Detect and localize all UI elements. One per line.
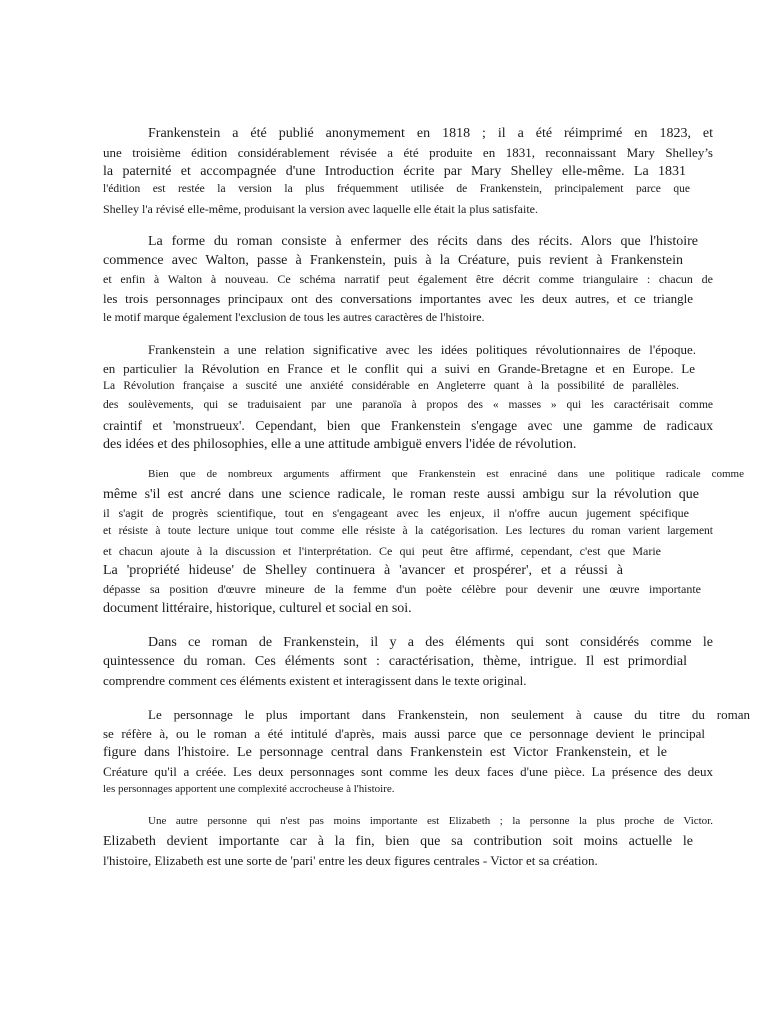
text-line: dépasse sa position d'œuvre mineure de la femme d'un poète célèbre pour devenir une œuvre importante [103, 582, 701, 596]
text-line: Elizabeth devient importante car à la fin, bien que sa contribution soit moins actuelle le [103, 834, 693, 849]
paragraph-7 [103, 816, 713, 873]
paragraph-4 [103, 468, 744, 621]
text-line: il s'agit de progrès scientifique, tout en s'engageant avec les enjeux, il n'offre aucun jugement spécifique [103, 506, 689, 520]
text-line: des idées et des philosophies, elle a une attitude ambiguë envers l'idée de révolution. [103, 437, 577, 452]
text-line: l'histoire, Elizabeth est une sorte de 'pari' entre les deux figures centrales - Victor et sa création. [103, 853, 598, 868]
text-line: des soulèvements, qui se traduisaient par une paranoïa à propos des « masses » qui les caractérisait comme [103, 399, 713, 411]
text-line: une troisième édition considérablement révisée a été produite en 1831, reconnaissant Mary Shelley’s [103, 145, 713, 160]
text-line: même s'il est ancré dans une science radicale, le roman reste aussi ambigu sur la révolution que [103, 487, 699, 502]
text-line: et résiste à toute lecture unique tout comme elle résiste à la catégorisation. Les lectures du roman varient largement [103, 525, 713, 537]
paragraph-5 [103, 636, 713, 693]
text-line: figure dans l'histoire. Le personnage central dans Frankenstein est Victor Frankenstein, et le [103, 745, 667, 760]
text-line: comprendre comment ces éléments existent et interagissent dans le texte original. [103, 673, 527, 688]
text-line: document littéraire, historique, culturel et social en soi. [103, 601, 412, 616]
text-line: et enfin à Walton à nouveau. Ce schéma narratif peut également être décrit comme triangulaire : chacun de [103, 272, 713, 286]
paragraph-3 [103, 343, 713, 457]
text-line: Une autre personne qui n'est pas moins importante est Elizabeth ; la personne la plus proche de Victor. [148, 815, 713, 827]
text-line: La forme du roman consiste à enfermer des récits dans des récits. Alors que l'histoire [148, 234, 698, 249]
text-line: le motif marque également l'exclusion de tous les autres caractères de l'histoire. [103, 310, 485, 324]
text-line: La 'propriété hideuse' de Shelley continuera à 'avancer et prospérer', et a réussi à [103, 563, 623, 578]
text-line: en particulier la Révolution en France et le conflit qui a suivi en Grande-Bretagne et en Europe. Le [103, 361, 695, 376]
paragraph-1 [103, 127, 713, 222]
paragraph-2 [103, 235, 713, 330]
paragraph-6 [103, 707, 750, 803]
text-line: les trois personnages principaux ont des conversations importantes avec les deux autres, et ce triangle [103, 291, 693, 306]
text-line: commence avec Walton, passe à Frankenstein, puis à la Créature, puis revient à Frankenstein [103, 253, 683, 268]
text-line: les personnages apportent une complexité accrocheuse à l'histoire. [103, 783, 395, 795]
text-line: l'édition est restée la version la plus fréquemment utilisée de Frankenstein, principalement parce que [103, 183, 690, 195]
text-line: Shelley l'a révisé elle-même, produisant la version avec laquelle elle était la plus satisfaite. [103, 202, 538, 216]
text-line: se réfère à, ou le roman a été intitulé d'après, mais aussi parce que ce personnage devient le principal [103, 726, 705, 741]
text-line: la paternité et accompagnée d'une Introduction écrite par Mary Shelley elle-même. La 1831 [103, 164, 686, 179]
text-line: Frankenstein a été publié anonymement en 1818 ; il a été réimprimé en 1823, et [148, 126, 713, 141]
text-line: La Révolution française a suscité une anxiété considérable en Angleterre quant à la possibilité de parallèles. [103, 380, 679, 392]
text-line: Créature qu'il a créée. Les deux personnages sont comme les deux faces d'une pièce. La présence des deux [103, 764, 713, 779]
text-line: craintif et 'monstrueux'. Cependant, bien que Frankenstein s'engage avec une gamme de radicaux [103, 418, 713, 433]
text-line: Le personnage le plus important dans Frankenstein, non seulement à cause du titre du roman [148, 707, 750, 722]
text-line: et chacun ajoute à la discussion et l'interprétation. Ce qui peut être affirmé, cependant, c'est que Marie [103, 544, 661, 558]
text-line: Frankenstein a une relation significative avec les idées politiques révolutionnaires de l'époque. [148, 342, 696, 357]
text-line: quintessence du roman. Ces éléments sont : caractérisation, thème, intrigue. Il est primordial [103, 654, 687, 669]
text-line: Dans ce roman de Frankenstein, il y a des éléments qui sont considérés comme le [148, 635, 713, 650]
text-line: Bien que de nombreux arguments affirment que Frankenstein est enraciné dans une politique radicale comme [148, 468, 744, 480]
